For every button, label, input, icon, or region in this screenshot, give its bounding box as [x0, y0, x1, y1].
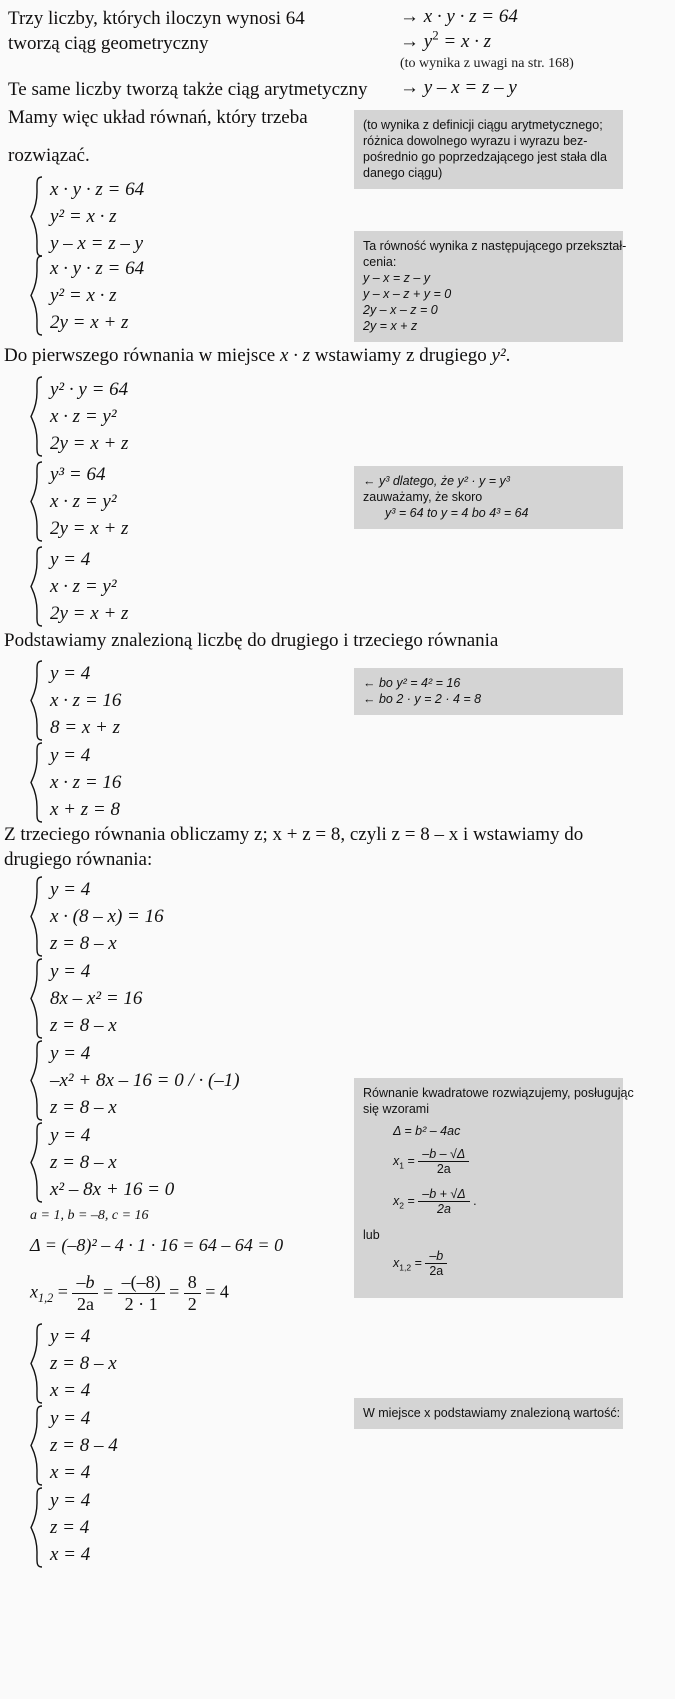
equation-line: z = 8 – x — [50, 1152, 117, 1173]
formula-x12-fraction — [425, 1249, 447, 1279]
brace-icon — [30, 1487, 44, 1568]
equation-line: y = 4 — [50, 1043, 91, 1064]
x12-calculation — [30, 1272, 229, 1314]
brace-icon — [30, 461, 44, 542]
x12-subscript: 1,2 — [38, 1290, 54, 1305]
equation-geometric-exponent: 2 — [432, 27, 439, 43]
paragraph-substitute — [4, 343, 510, 368]
equation-line: z = 8 – 4 — [50, 1435, 118, 1456]
note-line: się wzorami — [363, 1102, 429, 1116]
equation-line: 2y = x + z — [50, 603, 129, 624]
fraction-numerator: –b — [429, 1248, 444, 1263]
system-13 — [0, 1405, 118, 1486]
equation-line: x · y · z = 64 — [50, 258, 145, 279]
brace-icon — [30, 958, 44, 1039]
equation-line: y² · y = 64 — [50, 379, 129, 400]
brace-icon — [30, 255, 44, 336]
equation-line: x · z = y² — [50, 491, 117, 512]
system-3 — [0, 376, 128, 457]
formula-x12 — [363, 1249, 614, 1279]
formula-x1-label: x — [393, 1154, 400, 1169]
note-line: pośrednio go poprzedzającego jest stała dla — [363, 150, 607, 164]
fraction-denominator: 2a — [418, 1201, 469, 1216]
intro-line-2: tworzą ciąg geometryczny — [8, 33, 209, 54]
equation-line: x = 4 — [50, 1462, 91, 1483]
equals-sign: = — [169, 1281, 180, 1302]
paragraph-z-trzeciego-2: drugiego równania: — [4, 849, 153, 870]
brace-icon — [30, 376, 44, 457]
equation-line: y = 4 — [50, 879, 91, 900]
formula-x2-subscript: 2 — [399, 1200, 404, 1211]
fraction-numerator: 8 — [187, 1272, 197, 1292]
equation-line: x · z = y² — [50, 576, 117, 597]
equation-line: 2y = x + z — [50, 518, 129, 539]
formula-x12-label: x — [393, 1255, 400, 1270]
equation-line: y = 4 — [50, 549, 91, 570]
note-final-substitution — [354, 1398, 623, 1429]
equation-product-text: → x · y · z = 64 — [400, 6, 518, 27]
note-math-line: y – x – z + y = 0 — [363, 287, 452, 301]
note-line: różnica dowolnego wyrazu i wyrazu bez- — [363, 134, 588, 148]
system-8 — [0, 876, 164, 957]
fraction-numerator: –b — [76, 1272, 95, 1292]
system-2 — [0, 255, 144, 336]
system-14 — [0, 1487, 90, 1568]
system-7 — [0, 742, 121, 823]
system-1 — [0, 176, 144, 257]
formula-alternative-label: lub — [363, 1227, 380, 1242]
equation-product — [400, 6, 518, 28]
page-reference-note: (to wynika z uwagi na str. 168) — [400, 56, 574, 71]
equation-line: 2y = x + z — [50, 433, 129, 454]
note-line: (to wynika z definicji ciągu arytmetycznego; — [363, 118, 603, 132]
equation-line: 2y = x + z — [50, 312, 129, 333]
equation-line: x · y · z = 64 — [50, 179, 145, 200]
fraction-denominator: 2a — [425, 1263, 447, 1278]
brace-icon — [30, 660, 44, 741]
equation-line: z = 8 – x — [50, 933, 117, 954]
equation-line: x² – 8x + 16 = 0 — [50, 1179, 175, 1200]
brace-icon — [30, 546, 44, 627]
equals-sign: = — [57, 1281, 68, 1302]
equation-line: x · z = 16 — [50, 772, 122, 793]
equation-line: y = 4 — [50, 663, 91, 684]
formula-x1 — [363, 1147, 614, 1177]
equation-line: x + z = 8 — [50, 799, 120, 820]
note-line: cenia: — [363, 255, 397, 269]
equals-sign: = — [414, 1255, 426, 1270]
intro-line-4b: rozwiązać. — [8, 145, 90, 166]
intro-line-1: Trzy liczby, których iloczyn wynosi 64 — [8, 8, 305, 29]
note-math-line: ← bo 2 · y = 2 · 4 = 8 — [363, 692, 482, 706]
brace-icon — [30, 1405, 44, 1486]
paragraph-z-trzeciego-1: Z trzeciego równania obliczamy z; x + z = 8, czyli z = 8 – x i wstawiamy do — [4, 824, 584, 845]
system-12 — [0, 1323, 117, 1404]
equation-line: x = 4 — [50, 1544, 91, 1565]
formula-x2-label: x — [393, 1193, 400, 1208]
note-line: Ta równość wynika z następującego przekształ- — [363, 239, 627, 253]
note-math-line: y – x = z – y — [363, 271, 431, 285]
equation-line: x = 4 — [50, 1380, 91, 1401]
formula-x2-period: . — [473, 1193, 477, 1208]
note-math-line: ← y³ dlatego, że y² · y = y³ — [363, 474, 510, 488]
note-quadratic-formula — [354, 1078, 634, 1298]
fraction-numerator: –b + √Δ — [422, 1186, 466, 1201]
delta-calculation: Δ = (–8)² – 4 · 1 · 16 = 64 – 64 = 0 — [30, 1235, 284, 1255]
system-5 — [0, 546, 128, 627]
equals-sign: = — [407, 1154, 419, 1169]
equation-geometric — [400, 27, 492, 53]
equation-line: 8 = x + z — [50, 717, 120, 738]
equation-line: y² = x · z — [50, 285, 117, 306]
system-9 — [0, 958, 142, 1039]
brace-icon — [30, 1323, 44, 1404]
equation-line: z = 8 – x — [50, 1015, 117, 1036]
formula-x12-subscript: 1,2 — [399, 1262, 412, 1273]
equation-line: x · (8 – x) = 16 — [50, 906, 164, 927]
formula-x2 — [363, 1187, 614, 1217]
note-substitute-y — [354, 668, 623, 715]
fraction-numerator: –b – √Δ — [422, 1147, 466, 1161]
equation-line: y = 4 — [50, 961, 91, 982]
equation-line: y = 4 — [50, 745, 91, 766]
x12-fraction-general — [72, 1272, 98, 1314]
note-math-line: 2y = x + z — [363, 319, 418, 333]
paragraph-podstawiamy: Podstawiamy znalezioną liczbę do drugiego i trzeciego równania — [4, 630, 499, 651]
brace-icon — [30, 176, 44, 257]
equation-line: y = 4 — [50, 1125, 91, 1146]
brace-icon — [30, 1122, 44, 1203]
equals-sign: = — [407, 1193, 419, 1208]
fraction-denominator: 2 · 1 — [118, 1293, 165, 1315]
inline-math: x · z — [279, 345, 311, 366]
system-6 — [0, 660, 121, 741]
inline-math: y² — [491, 345, 506, 366]
equation-line: x · z = y² — [50, 406, 117, 427]
equation-line: y = 4 — [50, 1490, 91, 1511]
equals-sign: = — [102, 1281, 114, 1302]
brace-icon — [30, 742, 44, 823]
x12-fraction-reduced — [184, 1272, 201, 1314]
formula-x1-fraction — [418, 1147, 469, 1177]
brace-icon — [30, 1040, 44, 1121]
system-10 — [0, 1040, 240, 1121]
brace-icon — [30, 876, 44, 957]
equation-line: y² = x · z — [50, 206, 117, 227]
x12-label: x — [30, 1281, 38, 1302]
paragraph-text: wstawiamy z drugiego — [310, 345, 492, 366]
equation-line: 8x – x² = 16 — [50, 988, 143, 1009]
equation-arithmetic: → y – x = z – y — [400, 77, 517, 98]
system-4 — [0, 461, 128, 542]
note-line: danego ciągu) — [363, 166, 443, 180]
paragraph-text: Do pierwszego równania w miejsce — [4, 345, 280, 366]
equation-line: y³ = 64 — [50, 464, 106, 485]
fraction-numerator: –(–8) — [121, 1272, 161, 1292]
note-arithmetic-definition — [354, 110, 623, 189]
intro-line-4a: Mamy więc układ równań, który trzeba — [8, 107, 308, 128]
note-line: W miejsce x podstawiamy znalezioną wartość: — [363, 1406, 621, 1420]
equation-line: x · z = 16 — [50, 690, 122, 711]
formula-x2-fraction — [418, 1187, 469, 1217]
formula-x1-subscript: 1 — [399, 1160, 404, 1171]
fraction-denominator: 2 — [184, 1293, 201, 1315]
equation-geometric-rhs: = x · z — [438, 31, 492, 52]
fraction-denominator: 2a — [418, 1161, 469, 1176]
x12-result: = 4 — [205, 1281, 229, 1302]
equation-geometric-lhs: → y — [400, 31, 433, 52]
note-math-line: ← bo y² = 4² = 16 — [363, 676, 461, 690]
note-line: Równanie kwadratowe rozwiązujemy, posługując — [363, 1086, 634, 1100]
note-math-line: y³ = 64 to y = 4 bo 4³ = 64 — [385, 506, 529, 520]
equation-line: y = 4 — [50, 1326, 91, 1347]
equation-line: –x² + 8x – 16 = 0 / · (–1) — [50, 1070, 240, 1091]
note-y-cubed — [354, 466, 623, 529]
quadratic-coefficients: a = 1, b = –8, c = 16 — [30, 1208, 149, 1223]
intro-line-3: Te same liczby tworzą także ciąg arytmetyczny — [8, 79, 368, 100]
equation-line: y – x = z – y — [50, 233, 144, 254]
equation-line: z = 8 – x — [50, 1353, 117, 1374]
note-line: zauważamy, że skoro — [363, 490, 483, 504]
x12-fraction-substituted — [118, 1272, 165, 1314]
equation-line: z = 8 – x — [50, 1097, 117, 1118]
note-math-line: 2y – x – z = 0 — [363, 303, 438, 317]
formula-delta: Δ = b² – 4ac — [393, 1124, 461, 1138]
equation-line: y = 4 — [50, 1408, 91, 1429]
paragraph-text: . — [505, 345, 511, 366]
system-11 — [0, 1122, 174, 1203]
fraction-denominator: 2a — [72, 1293, 98, 1315]
note-transformation — [354, 231, 627, 342]
equation-line: z = 4 — [50, 1517, 90, 1538]
